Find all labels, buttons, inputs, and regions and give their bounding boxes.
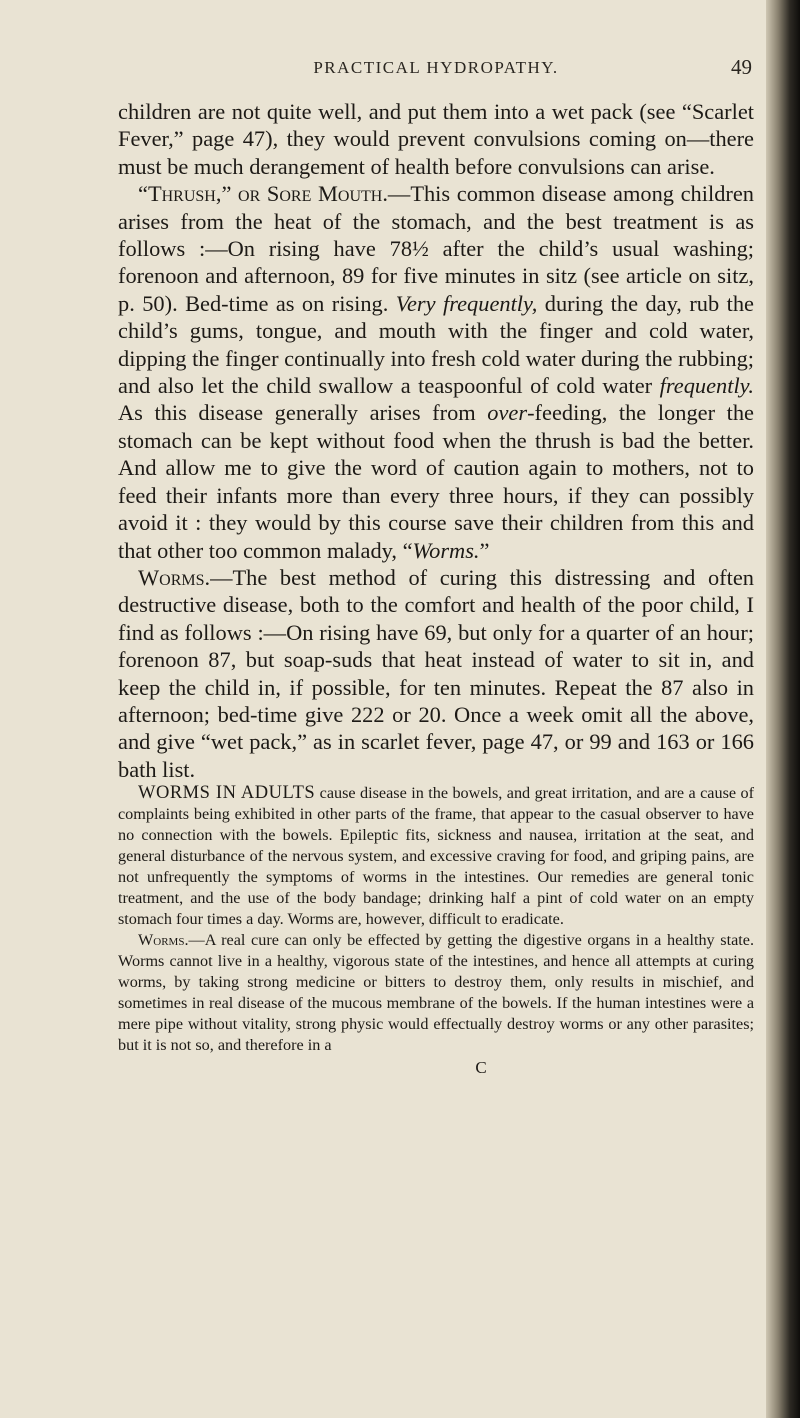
page-number: 49 — [731, 55, 752, 79]
paragraph-worms-cure — [118, 930, 754, 1056]
thrush-text-3: As this disease generally arises from — [118, 400, 476, 426]
worms-adults-text: cause disease in the bowels, and great irritation, and are a cause of complaints being exhibited in other parts of the frame, that appear to the casual observer to have no connection with the bowels. Epileptic fits, sickness and nausea, irritation at the seat, and general disturbance of the nervous system, and excessive craving for food, and griping pains, are not unfrequently the symptoms of worms in the intestines. Our remedies are general tonic treatment, and the use of the body bandage; drinking half a pint of cold water on an empty stomach four times a day. Worms are, however, difficult to eradicate. — [118, 784, 754, 929]
paragraph-worms — [118, 564, 754, 783]
section-heading-worms-cure: Worms. — [138, 931, 189, 950]
thrush-text-2: during the day, rub the child’s gums, tongue, and mouth with the finger and cold water, dipping the finger continually into fresh cold water during the rubbing; and also let the child swallow a teaspoonful of cold water — [118, 290, 754, 399]
section-heading-worms: Worms. — [138, 564, 211, 590]
worms-text: —The best method of curing this distressing and often destructive disease, both to the comfort and health of the poor child, I find as follows :—On rising have 69, but only for a quarter of an hour; forenoon 87, but soap-suds that heat instead of water to sit in, and keep the child in, if possible, for ten minutes. Repeat the 87 also in afternoon; bed-time give 222 or 20. Once a week omit all the above, and give “wet pack,” as in scarlet fever, page 47, or 99 and 163 or 166 bath list. — [118, 564, 754, 782]
running-title: PRACTICAL HYDROPATHY. — [313, 58, 559, 77]
paragraph-thrush — [118, 180, 754, 564]
book-page — [118, 55, 754, 1078]
thrush-emphasis-3: over — [487, 400, 528, 426]
thrush-text-5: ” — [479, 537, 490, 563]
thrush-emphasis-2: frequently. — [659, 373, 754, 399]
book-spine-shadow — [766, 0, 800, 1418]
paragraph-continuation: children are not quite well, and put them into a wet pack (see “Scarlet Fever,” page 47), they would prevent convulsions coming on—there must be much derangement of health before convulsions can arise. — [118, 99, 754, 179]
thrush-text: —This common disease among children arises from the heat of the stomach, and the best treatment is as follows :—On rising have 78½ after the child’s usual washing; forenoon and afternoon, 89 for five minutes in sitz (see article on sitz, p. 50). Bed-time as on rising. — [118, 181, 754, 316]
section-heading-thrush: “Thrush,” or Sore Mouth. — [138, 181, 388, 207]
worms-cure-text: —A real cure can only be effected by getting the digestive organs in a healthy state. Worms cannot live in a healthy, vigorous state of the intestines, and hence all attempts at curing worms, by taking strong medicine or bitters to destroy them, only results in mischief, and sometimes in real disease of the mucous membrane of the bowels. If the human intestines were a mere pipe without vitality, strong physic would effectually destroy worms or any other parasites; but it is not so, and therefore in a — [118, 931, 754, 1055]
thrush-emphasis-1: Very frequently, — [395, 290, 538, 316]
signature-mark: C — [475, 1058, 487, 1078]
page-header — [118, 55, 754, 84]
thrush-emphasis-4: Worms. — [412, 537, 480, 563]
thrush-text-4: -feeding, the longer the stomach can be kept without food when the thrush is bad the better. And allow me to give the word of caution again to mothers, not to feed their infants more than every three hours, if they can possibly avoid it : they would by this course save their children from this and that other too common malady, “ — [118, 400, 754, 563]
section-heading-worms-in-adults: WORMS IN ADULTS — [138, 783, 316, 804]
paragraph-worms-in-adults — [118, 783, 754, 930]
